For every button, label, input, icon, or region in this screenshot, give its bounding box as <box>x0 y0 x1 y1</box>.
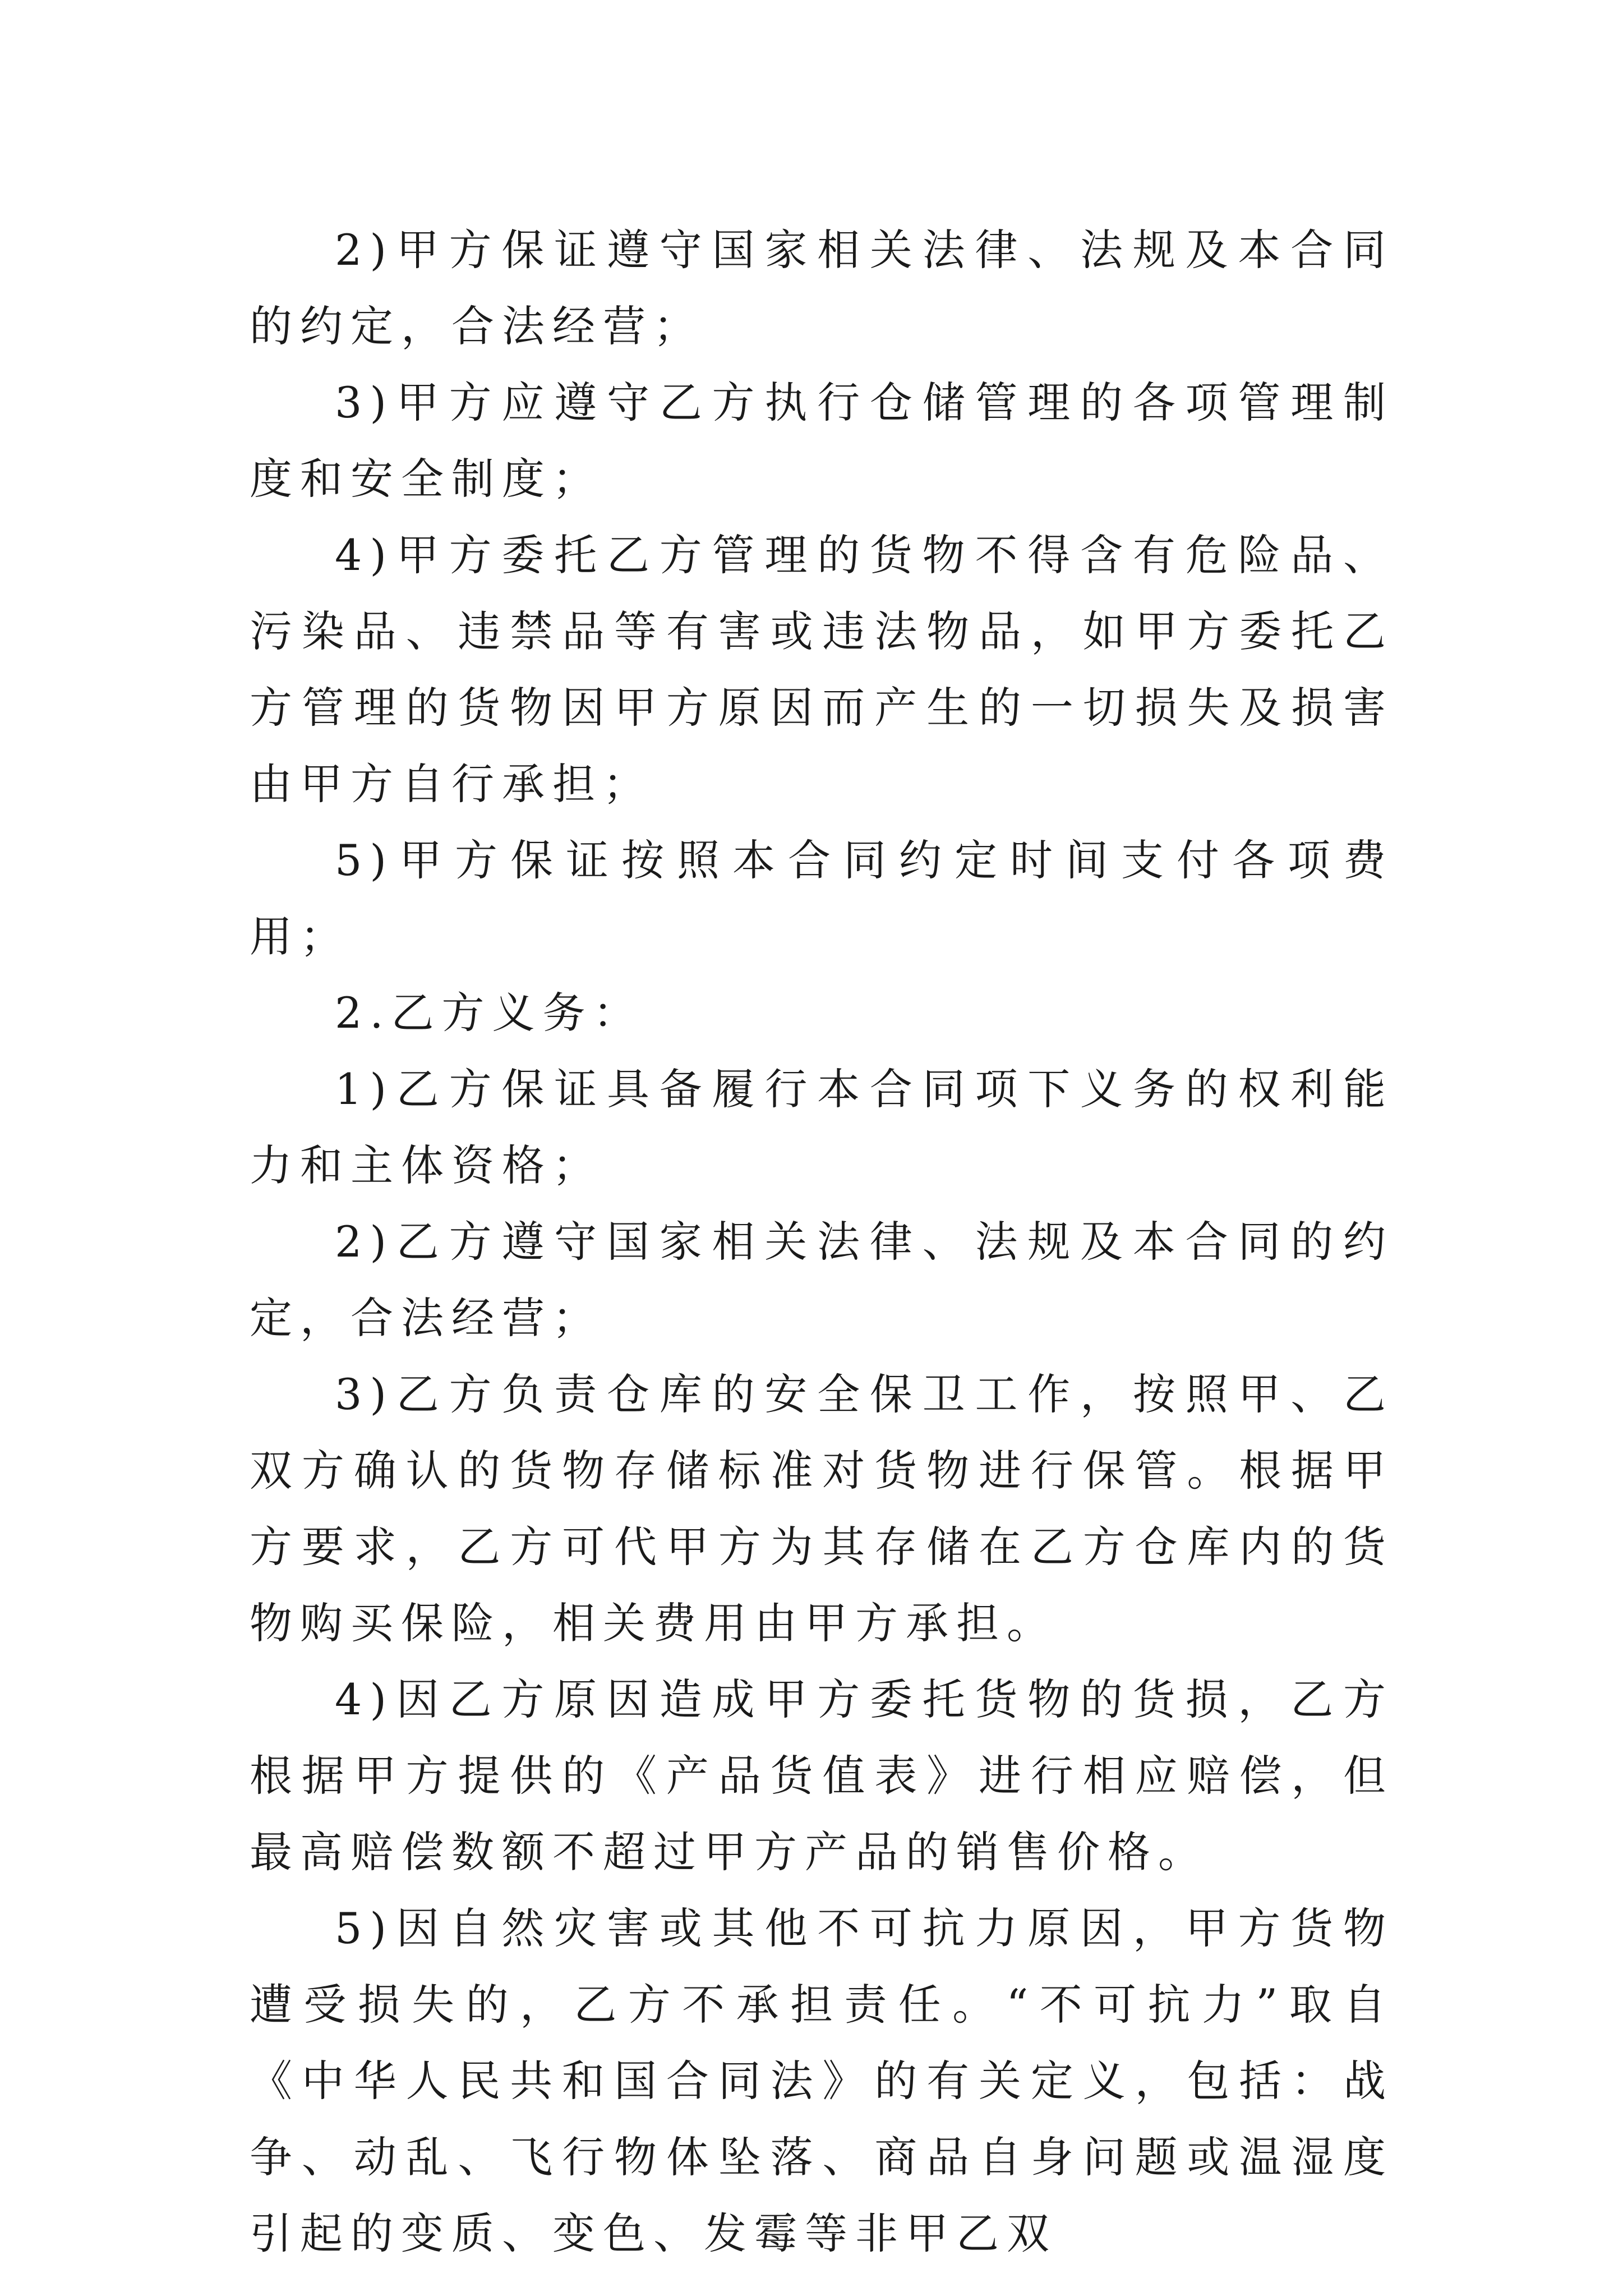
paragraph-party-a-obligation-4: 4)甲方委托乙方管理的货物不得含有危险品、污染品、违禁品等有害或违法物品，如甲方委托乙方管理的货物因甲方原因而产生的一切损失及损害由甲方自行承担； <box>250 530 1394 809</box>
paragraph-party-b-obligation-1: 1)乙方保证具备履行本合同项下义务的权利能力和主体资格； <box>250 1064 1394 1190</box>
paragraph-party-b-obligation-5: 5)因自然灾害或其他不可抗力原因，甲方货物遭受损失的，乙方不承担责任。“不可抗力”取自《中华人民共和国合同法》的有关定义，包括：战争、动乱、飞行物体坠落、商品自身问题或温湿度引起的变质、变色、发霉等非甲乙双 <box>250 1903 1394 2258</box>
paragraph-party-b-obligation-3: 3)乙方负责仓库的安全保卫工作，按照甲、乙双方确认的货物存储标准对货物进行保管。根据甲方要求，乙方可代甲方为其存储在乙方仓库内的货物购买保险，相关费用由甲方承担。 <box>250 1369 1394 1648</box>
contract-body <box>250 212 1394 2272</box>
paragraph-party-a-obligation-2: 2)甲方保证遵守国家相关法律、法规及本合同的约定，合法经营； <box>250 225 1394 351</box>
paragraph-party-b-obligation-4: 4)因乙方原因造成甲方委托货物的货损，乙方根据甲方提供的《产品货值表》进行相应赔偿，但最高赔偿数额不超过甲方产品的销售价格。 <box>250 1674 1394 1877</box>
paragraph-party-b-obligation-2: 2)乙方遵守国家相关法律、法规及本合同的约定，合法经营； <box>250 1217 1394 1343</box>
paragraph-party-a-obligation-5: 5)甲方保证按照本合同约定时间支付各项费用； <box>250 835 1394 961</box>
paragraph-party-a-obligation-3: 3)甲方应遵守乙方执行仓储管理的各项管理制度和安全制度； <box>250 378 1394 504</box>
section-heading-party-b-obligations: 2.乙方义务： <box>335 988 644 1038</box>
